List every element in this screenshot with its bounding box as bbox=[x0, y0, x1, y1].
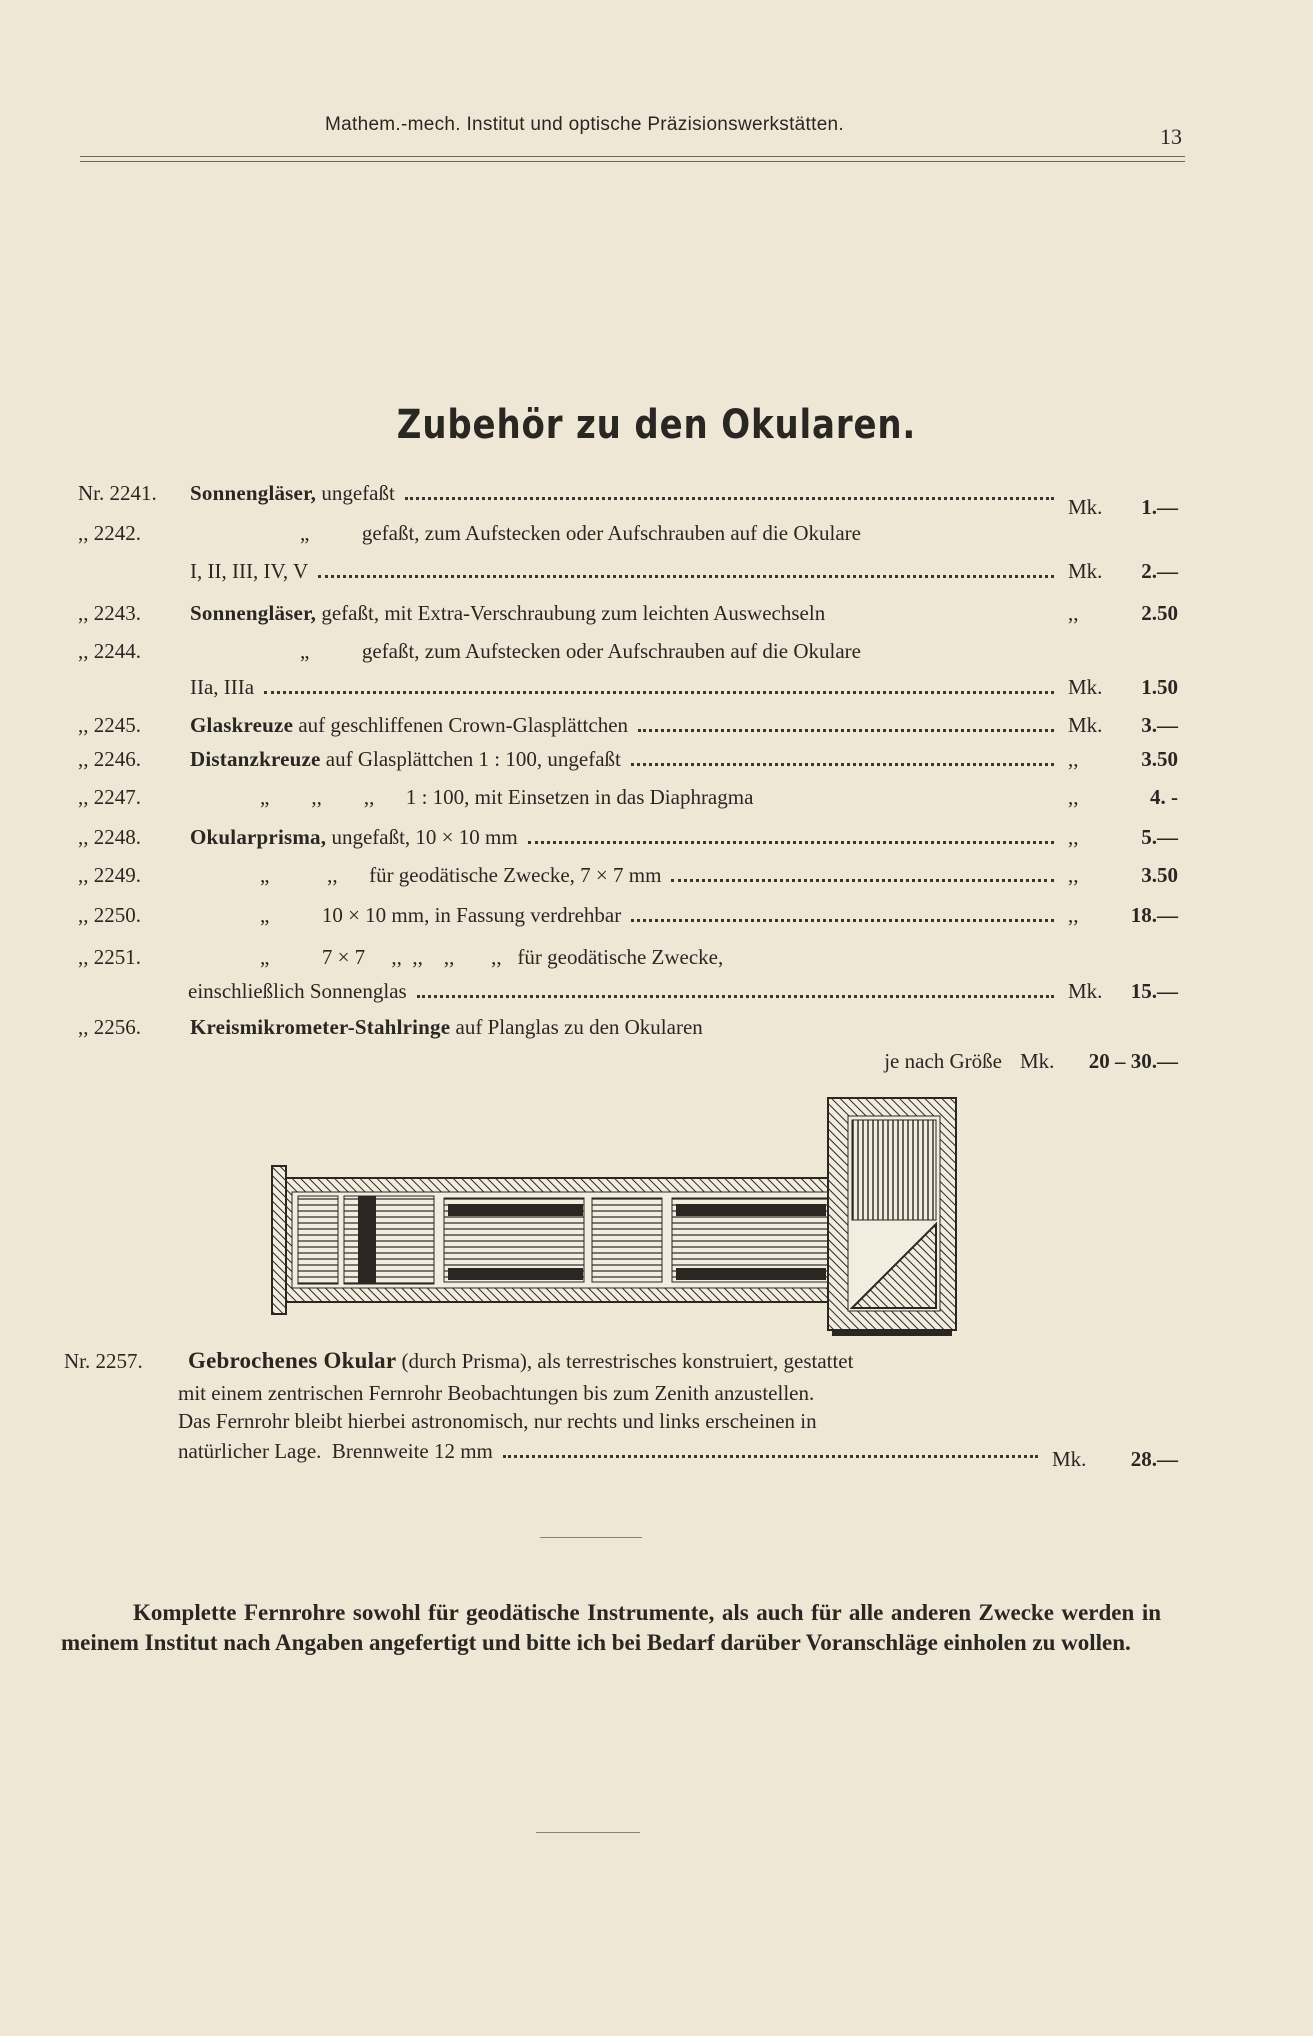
item-desc: „ ,, für geodätische Zwecke, 7 × 7 mm bbox=[260, 863, 662, 887]
eyepiece-illustration bbox=[262, 1096, 962, 1338]
item-desc: ungefaßt, 10 × 10 mm bbox=[326, 825, 518, 849]
currency: Mk. bbox=[1068, 675, 1103, 699]
item-price: 3.50 bbox=[1141, 747, 1178, 771]
item-number: ,, 2245. bbox=[78, 713, 141, 737]
list-item-cont bbox=[78, 670, 1178, 700]
leader-dots bbox=[318, 574, 1054, 578]
item-desc: (durch Prisma), als terrestrisches konstruiert, gestattet bbox=[396, 1349, 854, 1373]
item-number: ,, 2250. bbox=[78, 903, 141, 927]
item-number: ,, 2249. bbox=[78, 863, 141, 887]
item-desc: ungefaßt bbox=[316, 481, 395, 505]
list-item bbox=[78, 742, 1178, 772]
list-item bbox=[78, 708, 1178, 738]
currency: Mk. bbox=[1052, 1447, 1087, 1471]
item-desc: gefaßt, mit Extra-Verschraubung zum leichten Auswechseln bbox=[316, 601, 826, 625]
item-desc: „ 10 × 10 mm, in Fassung verdrehbar bbox=[260, 903, 622, 927]
item-number: ,, 2256. bbox=[78, 1015, 141, 1039]
item-price: 1.— bbox=[1141, 495, 1178, 519]
leader-dots bbox=[631, 918, 1054, 922]
item-number: ,, 2247. bbox=[78, 785, 141, 809]
item-number: ,, 2244. bbox=[78, 639, 141, 663]
item-desc: natürlicher Lage. Brennweite 12 mm bbox=[178, 1439, 493, 1463]
item-desc: mit einem zentrischen Fernrohr Beobachtungen bis zum Zenith anzustellen. bbox=[178, 1381, 815, 1405]
running-header: Mathem.-mech. Institut und optische Präzisionswerkstätten. bbox=[325, 114, 845, 135]
item-desc: einschließlich Sonnenglas bbox=[188, 979, 407, 1003]
list-item-cont bbox=[78, 974, 1178, 1004]
item-price: 18.— bbox=[1130, 903, 1178, 927]
ditto: ,, bbox=[1068, 863, 1079, 887]
item-name: Okularprisma, bbox=[190, 825, 327, 849]
list-item bbox=[78, 858, 1178, 888]
list-item bbox=[78, 820, 1178, 850]
header-rule bbox=[80, 161, 1185, 162]
item-number: ,, 2243. bbox=[78, 601, 141, 625]
ditto: ,, bbox=[1068, 747, 1079, 771]
item-number: ,, 2246. bbox=[78, 747, 141, 771]
ditto: ,, bbox=[1068, 903, 1079, 927]
list-item-cont bbox=[78, 1434, 1178, 1471]
list-item-cont bbox=[78, 554, 1178, 584]
ditto: ,, bbox=[1068, 825, 1079, 849]
leader-dots bbox=[405, 496, 1054, 500]
item-name: Glaskreuze bbox=[190, 713, 294, 737]
item-desc: „ ,, ,, 1 : 100, mit Einsetzen in das Diaphragma bbox=[260, 785, 754, 809]
item-desc: je nach Größe bbox=[884, 1049, 1002, 1073]
item-number: ,, 2251. bbox=[78, 945, 141, 969]
item-price: 3.— bbox=[1141, 713, 1178, 737]
item-price: 5.— bbox=[1141, 825, 1178, 849]
item-desc: „ 7 × 7 ,, ,, ,, ,, für geodätische Zwecke, bbox=[260, 945, 724, 969]
item-name: Gebrochenes Okular bbox=[188, 1348, 397, 1373]
currency: Mk. bbox=[1068, 713, 1103, 737]
leader-dots bbox=[638, 728, 1054, 732]
list-item bbox=[78, 898, 1178, 928]
item-price: 4. - bbox=[1150, 785, 1178, 809]
currency: Mk. bbox=[1068, 979, 1103, 1003]
item-price: 15.— bbox=[1130, 979, 1178, 1003]
item-desc: IIa, IIIa bbox=[190, 675, 255, 699]
closing-paragraph: Komplette Fernrohre sowohl für geodätische Instrumente, als auch für alle anderen Zwecke werden in meinem Institut nach Angaben angefertigt und bitte ich bei Bedarf darüber Voranschläge einholen zu wollen. bbox=[61, 1600, 1161, 1655]
item-number: Nr. 2257. bbox=[64, 1349, 143, 1373]
currency: Mk. bbox=[1068, 495, 1103, 519]
list-item-cont bbox=[78, 1044, 1178, 1074]
list-item bbox=[78, 476, 1178, 519]
item-name: Sonnengläser, bbox=[190, 481, 317, 505]
page-title: Zubehör zu den Okularen. bbox=[396, 402, 917, 448]
item-desc: I, II, III, IV, V bbox=[190, 559, 309, 583]
list-item-cont bbox=[78, 1376, 1178, 1406]
item-name: Sonnengläser, bbox=[190, 601, 317, 625]
leader-dots bbox=[631, 762, 1054, 766]
leader-dots bbox=[264, 690, 1054, 694]
item-price: 20 – 30.— bbox=[1088, 1049, 1178, 1073]
currency: Mk. bbox=[1020, 1049, 1055, 1073]
list-item bbox=[78, 780, 1178, 810]
divider bbox=[536, 1832, 640, 1833]
item-price: 3.50 bbox=[1141, 863, 1178, 887]
item-desc: „ gefaßt, zum Aufstecken oder Aufschrauben auf die Okulare bbox=[300, 639, 861, 663]
leader-dots bbox=[528, 840, 1054, 844]
list-item bbox=[78, 596, 1178, 626]
item-name: Kreismikrometer-Stahlringe bbox=[190, 1015, 451, 1039]
list-item bbox=[78, 940, 1178, 970]
leader-dots bbox=[417, 994, 1054, 998]
currency: Mk. bbox=[1068, 559, 1103, 583]
list-item-cont bbox=[78, 1404, 1178, 1434]
list-item bbox=[78, 634, 1178, 664]
list-item bbox=[64, 1344, 1178, 1374]
item-desc: „ gefaßt, zum Aufstecken oder Aufschrauben auf die Okulare bbox=[300, 521, 861, 545]
leader-dots bbox=[503, 1454, 1038, 1458]
item-price: 28.— bbox=[1130, 1447, 1178, 1471]
leader-dots bbox=[671, 878, 1054, 882]
item-number: ,, 2242. bbox=[78, 521, 141, 545]
list-item bbox=[78, 1010, 1178, 1040]
item-desc: auf geschliffenen Crown-Glasplättchen bbox=[293, 713, 629, 737]
item-desc: Das Fernrohr bleibt hierbei astronomisch, nur rechts und links erscheinen in bbox=[178, 1409, 817, 1433]
ditto: ,, bbox=[1068, 601, 1079, 625]
item-desc: auf Planglas zu den Okularen bbox=[450, 1015, 703, 1039]
header-rule bbox=[80, 156, 1185, 157]
item-price: 2.— bbox=[1141, 559, 1178, 583]
item-price: 1.50 bbox=[1141, 675, 1178, 699]
list-item bbox=[78, 516, 1178, 546]
item-price: 2.50 bbox=[1141, 601, 1178, 625]
item-name: Distanzkreuze bbox=[190, 747, 321, 771]
page-number: 13 bbox=[1160, 124, 1182, 149]
item-number: ,, 2248. bbox=[78, 825, 141, 849]
divider bbox=[540, 1537, 642, 1538]
item-number: Nr. 2241. bbox=[78, 481, 157, 505]
item-desc: auf Glasplättchen 1 : 100, ungefaßt bbox=[320, 747, 621, 771]
ditto: ,, bbox=[1068, 785, 1079, 809]
